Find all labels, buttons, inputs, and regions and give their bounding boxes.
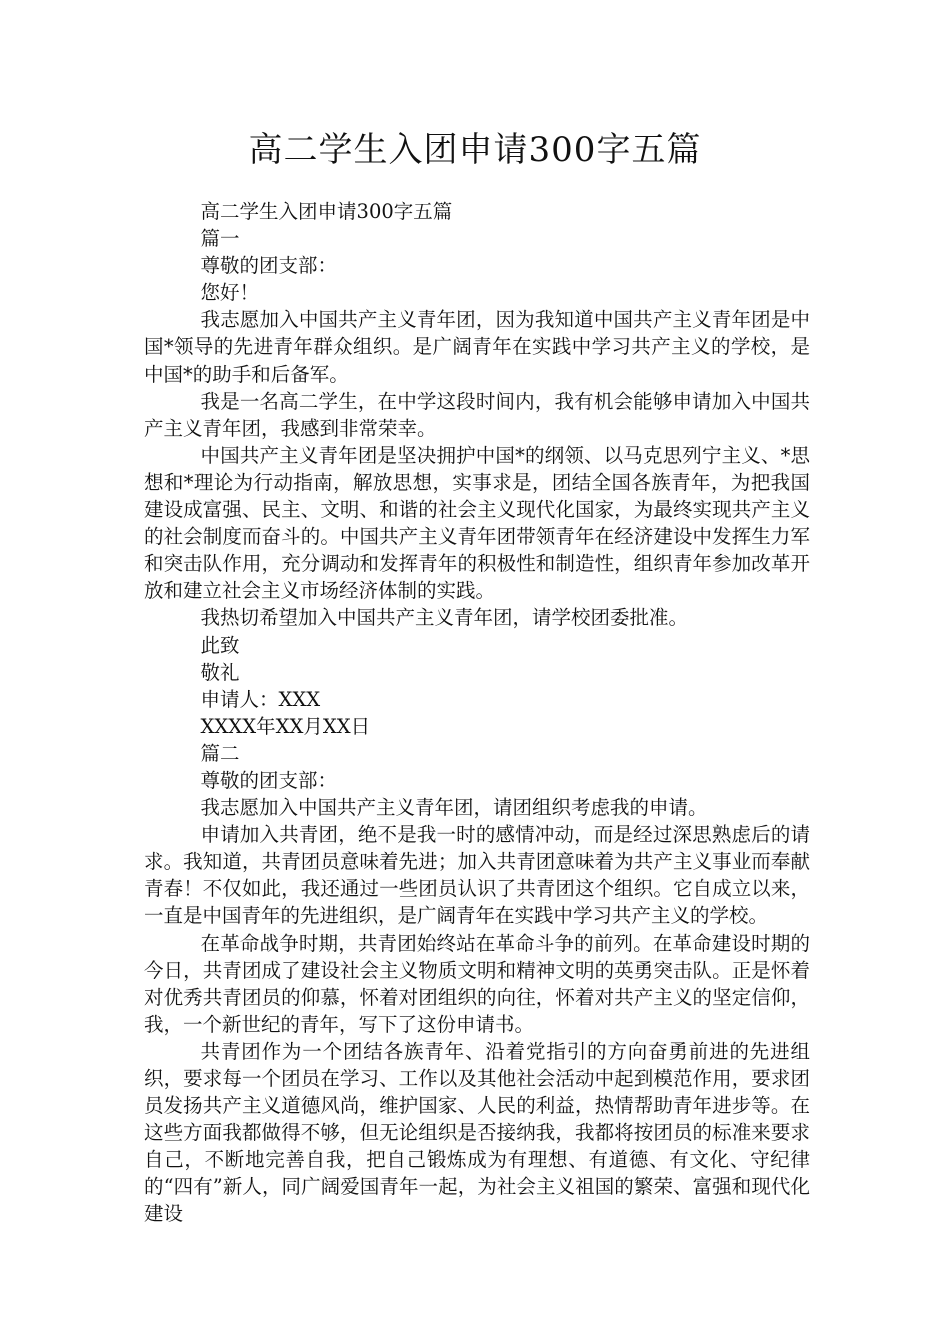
applicant-line: 申请人：XXX: [200, 687, 321, 711]
body-paragraph: 我是一名高二学生，在中学这段时间内，我有机会能够申请加入中国共产主义青年团，我感到非常荣幸。: [144, 389, 810, 440]
salutation: 尊敬的团支部：: [200, 254, 338, 278]
body-paragraph: 在革命战争时期，共青团始终站在革命斗争的前列。在革命建设时期的今日，共青团成了建设社会主义物质文明和精神文明的英勇突击队。正是怀着对优秀共青团员的仰慕，怀着对团组织的向往，怀着对共产主义的坚定信仰，我，一个新世纪的青年，写下了这份申请书。: [144, 931, 810, 1036]
body-paragraph: 我热切希望加入中国共产主义青年团，请学校团委批准。: [200, 606, 689, 630]
body-paragraph: 我志愿加入中国共产主义青年团，因为我知道中国共产主义青年团是中国*领导的先进青年群众组织。是广阔青年在实践中学习共产主义的学校，是中国*的助手和后备军。: [144, 308, 810, 386]
document-body: [144, 198, 810, 1228]
body-paragraph: 我志愿加入中国共产主义青年团，请团组织考虑我的申请。: [200, 796, 708, 820]
body-paragraph: 申请加入共青团，绝不是我一时的感情冲动，而是经过深思熟虑后的请求。我知道，共青团员意味着先进；加入共青团意味着为共产主义事业而奉献青春！不仅如此，我还通过一些团员认识了共青团这个组织。它自成立以来，一直是中国青年的先进组织，是广阔青年在实践中学习共产主义的学校。: [144, 823, 810, 928]
greeting: 您好！: [200, 281, 260, 305]
section-heading-1: 篇一: [200, 227, 240, 251]
section-heading-2: 篇二: [200, 741, 240, 765]
closing-line: 敬礼: [200, 660, 240, 684]
document-title: 高二学生入团申请300字五篇: [248, 130, 702, 170]
body-paragraph: 共青团作为一个团结各族青年、沿着党指引的方向奋勇前进的先进组织，要求每一个团员在学习、工作以及其他社会活动中起到模范作用，要求团员发扬共产主义道德风尚，维护国家、人民的利益，热情帮助青年进步等。在这些方面我都做得不够，但无论组织是否接纳我，我都将按团员的标准来要求自己，不断地完善自我，把自己锻炼成为有理想、有道德、有文化、守纪律的“四有”新人，同广阔爱国青年一起，为社会主义祖国的繁荣、富强和现代化建设: [144, 1039, 810, 1226]
subtitle-paragraph: 高二学生入团申请300字五篇: [200, 200, 453, 223]
date-line: XXXX年XX月XX日: [200, 714, 371, 738]
closing-line: 此致: [200, 633, 240, 657]
salutation: 尊敬的团支部：: [200, 768, 338, 792]
body-paragraph: 中国共产主义青年团是坚决拥护中国*的纲领、以马克思列宁主义、*思想和*理论为行动指南，解放思想，实事求是，团结全国各族青年，为把我国建设成富强、民主、文明、和谐的社会主义现代化国家，为最终实现共产主义的社会制度而奋斗的。中国共产主义青年团带领青年在经济建设中发挥生力军和突击队作用，充分调动和发挥青年的积极性和制造性，组织青年参加改革开放和建立社会主义市场经济体制的实践。: [144, 443, 810, 603]
